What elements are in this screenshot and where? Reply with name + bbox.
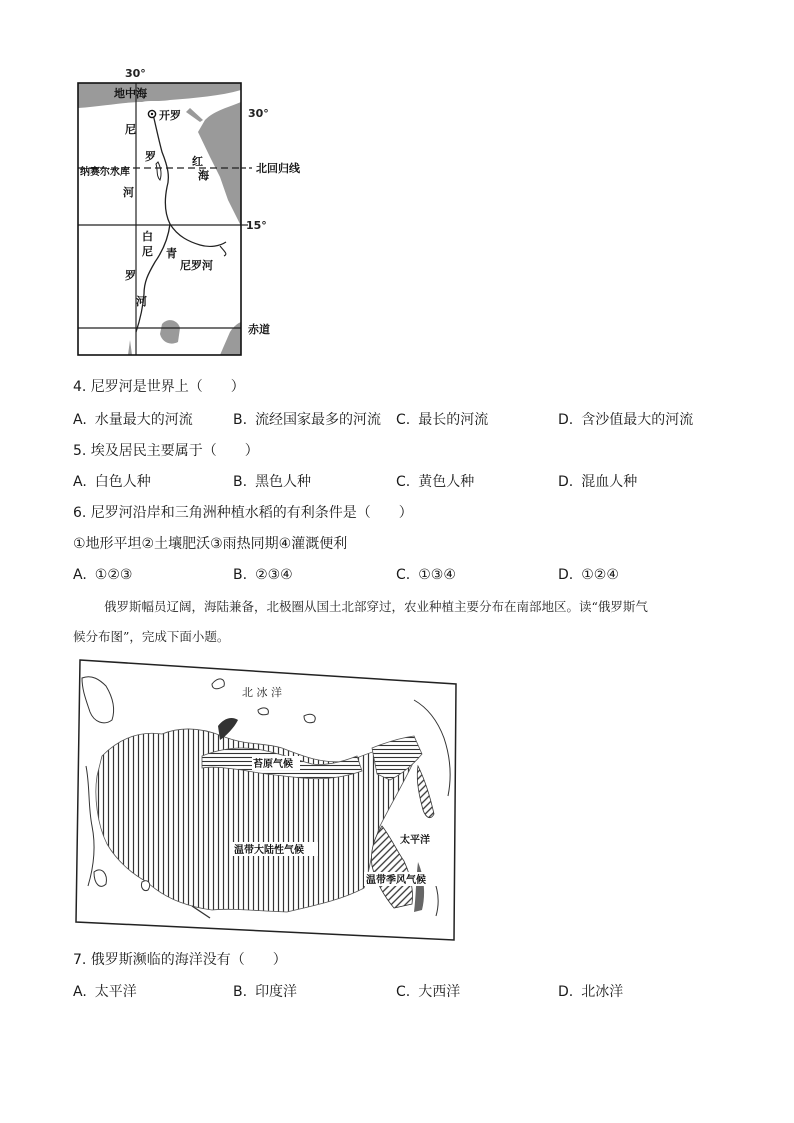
- label-white-nile-1: 白: [142, 230, 153, 243]
- q5-option-b[interactable]: [233, 473, 311, 491]
- option-text: ②③④: [255, 567, 293, 583]
- label-blue-nile: 尼罗河: [180, 259, 213, 272]
- label-red-sea-1: 红: [192, 155, 203, 168]
- option-key: C.: [396, 474, 411, 490]
- label-longitude-30: 30°: [125, 67, 146, 80]
- option-text: ①②③: [94, 567, 133, 583]
- option-text: 黑色人种: [255, 474, 312, 490]
- option-key: B.: [233, 567, 248, 583]
- question-7-stem: 7. 俄罗斯濒临的海洋没有（ ）: [73, 952, 287, 968]
- label-equator: 赤道: [248, 323, 270, 336]
- q7-option-a[interactable]: [73, 983, 137, 1001]
- option-text: ①②④: [581, 567, 619, 583]
- option-text: 大西洋: [418, 984, 461, 1000]
- label-white-nile-2: 尼: [142, 245, 153, 258]
- option-text: 混血人种: [581, 474, 638, 490]
- nile-river-map: [70, 62, 370, 364]
- label-white-nile-4: 河: [136, 295, 147, 308]
- option-key: A.: [73, 412, 87, 428]
- label-red-sea-2: 海: [198, 169, 209, 182]
- label-nile-1: 尼: [125, 123, 136, 136]
- option-text: 流经国家最多的河流: [255, 412, 382, 428]
- label-tropic: 北回归线: [256, 162, 300, 175]
- question-4-stem: 4. 尼罗河是世界上（ ）: [73, 379, 245, 395]
- option-text: 最长的河流: [418, 412, 489, 428]
- option-key: B.: [233, 474, 248, 490]
- q4-option-b[interactable]: [233, 411, 381, 429]
- label-pacific-ocean: 太平洋: [400, 835, 430, 846]
- label-continental-climate: 温带大陆性气候: [234, 845, 304, 856]
- option-key: D.: [558, 412, 574, 428]
- label-blue-nile-char: 青: [166, 247, 177, 260]
- question-6-stem: 6. 尼罗河沿岸和三角洲种植水稻的有利条件是（ ）: [73, 505, 413, 521]
- label-monsoon-climate: 温带季风气候: [366, 875, 426, 886]
- option-key: D.: [558, 567, 574, 583]
- option-key: C.: [396, 984, 411, 1000]
- option-key: C.: [396, 567, 411, 583]
- option-text: 北冰洋: [581, 984, 624, 1000]
- option-text: 水量最大的河流: [94, 412, 193, 428]
- q7-option-d[interactable]: [558, 983, 623, 1001]
- russia-intro-line-1: 俄罗斯幅员辽阔，海陆兼备，北极圈从国土北部穿过，农业种植主要分布在南部地区。读“俄罗斯气: [104, 599, 648, 614]
- option-key: D.: [558, 984, 574, 1000]
- q5-option-a[interactable]: [73, 473, 151, 491]
- label-cairo: 开罗: [159, 109, 181, 122]
- q5-option-d[interactable]: [558, 473, 637, 491]
- label-latitude-30: 30°: [248, 107, 269, 120]
- label-arctic-ocean: 北 冰 洋: [242, 686, 282, 699]
- option-text: ①③④: [418, 567, 456, 583]
- label-tundra-climate: 苔原气候: [253, 759, 293, 770]
- q7-option-b[interactable]: [233, 983, 297, 1001]
- label-nile-2: 罗: [145, 150, 156, 163]
- option-text: 印度洋: [255, 984, 298, 1000]
- q6-option-b[interactable]: [233, 566, 293, 584]
- label-lake-nasser: 纳赛尔水库: [80, 167, 130, 178]
- q6-option-a[interactable]: [73, 566, 132, 584]
- q7-option-c[interactable]: [396, 983, 460, 1001]
- q5-option-c[interactable]: [396, 473, 474, 491]
- option-text: 太平洋: [94, 984, 137, 1000]
- q4-option-c[interactable]: [396, 411, 488, 429]
- option-key: D.: [558, 474, 574, 490]
- blue-nile-line: [170, 224, 226, 246]
- question-6-conditions: ①地形平坦②土壤肥沃③雨热同期④灌溉便利: [73, 536, 348, 552]
- q6-option-c[interactable]: [396, 566, 456, 584]
- russia-intro-line-2: 候分布图”，完成下面小题。: [73, 629, 230, 644]
- option-key: A.: [73, 984, 87, 1000]
- q6-option-d[interactable]: [558, 566, 619, 584]
- option-text: 白色人种: [94, 474, 151, 490]
- question-5-stem: 5. 埃及居民主要属于（ ）: [73, 443, 259, 459]
- equator-land-shape: [160, 320, 180, 343]
- label-nile-3: 河: [123, 186, 134, 199]
- option-text: 黄色人种: [418, 474, 475, 490]
- q4-option-d[interactable]: [558, 411, 693, 429]
- option-key: B.: [233, 984, 248, 1000]
- label-latitude-15: 15°: [246, 219, 267, 232]
- mediterranean-sea-shape: [78, 83, 241, 108]
- option-text: 含沙值最大的河流: [581, 412, 694, 428]
- q4-option-a[interactable]: [73, 411, 193, 429]
- label-mediterranean: 地中海: [114, 87, 147, 100]
- option-key: C.: [396, 412, 411, 428]
- arabian-land-shape: [198, 102, 242, 228]
- option-key: A.: [73, 474, 87, 490]
- option-key: A.: [73, 567, 87, 583]
- label-white-nile-3: 罗: [125, 269, 136, 282]
- option-key: B.: [233, 412, 248, 428]
- russia-climate-map: [72, 656, 462, 946]
